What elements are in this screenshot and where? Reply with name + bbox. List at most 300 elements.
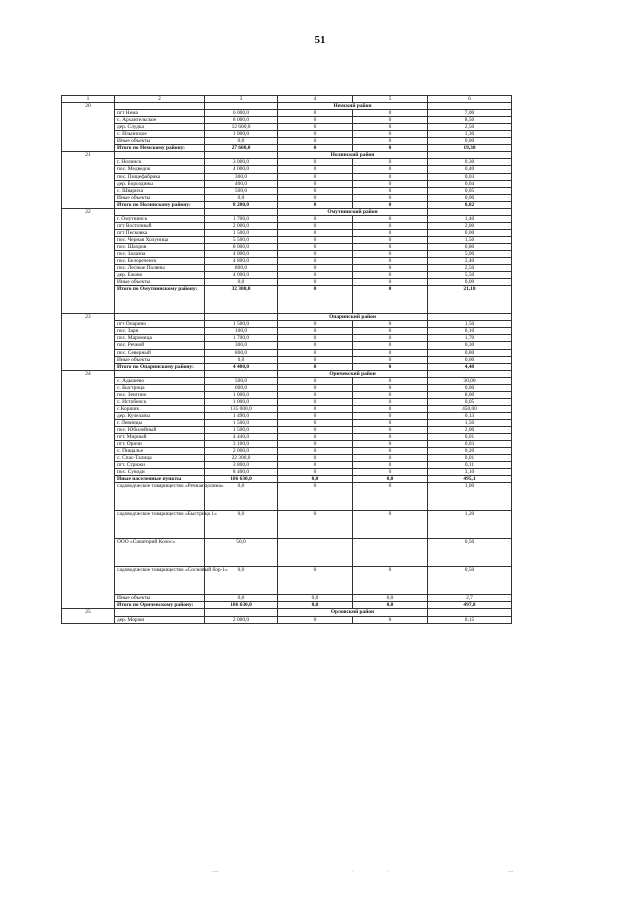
column-header: 2 (115, 96, 205, 103)
empty-cell (205, 370, 278, 377)
value-col3: 2 000,0 (205, 222, 278, 229)
table-row (62, 321, 512, 328)
value-col6: 0,03 (428, 441, 512, 448)
value-col5: 0 (353, 159, 428, 166)
value-col4: 0 (278, 258, 353, 265)
value-col4: 0 (278, 131, 353, 138)
value-col5: 0 (353, 166, 428, 173)
value-col6: 1,00 (428, 483, 512, 511)
value-col3: 4 440,0 (205, 434, 278, 441)
value-col5: 0 (353, 243, 428, 250)
settlement-name: Итого по Нолинскому району: (115, 201, 205, 208)
settlement-name: пос. Речной (115, 342, 205, 349)
value-col6: 0,00 (428, 279, 512, 286)
value-col3: 135 000,0 (205, 405, 278, 412)
value-col4: 0 (278, 145, 353, 152)
value-col3: 300,0 (205, 342, 278, 349)
value-col6: 0,10 (428, 328, 512, 335)
settlement-name: с. Шварихa (115, 187, 205, 194)
value-col6: 0,01 (428, 434, 512, 441)
table-row (62, 384, 512, 391)
value-col6: 0,15 (428, 616, 512, 623)
value-col3: 4 000,0 (205, 166, 278, 173)
value-col5: 0 (353, 251, 428, 258)
empty-cell (205, 314, 278, 321)
value-col3: 8 000,0 (205, 243, 278, 250)
value-col4: 0 (278, 251, 353, 258)
data-table (61, 95, 512, 624)
value-col3: 1 000,0 (205, 131, 278, 138)
value-col6: 2,50 (428, 124, 512, 131)
table-row (62, 110, 512, 117)
value-col6: 0,01 (428, 455, 512, 462)
settlement-name: пос. Заря (115, 328, 205, 335)
settlement-name: с.Коршик (115, 405, 205, 412)
table-row (62, 279, 512, 286)
value-col5: 0 (353, 258, 428, 265)
value-col6: 0,50 (428, 567, 512, 595)
empty-cell (115, 609, 205, 616)
value-col5: 0 (353, 434, 428, 441)
value-col3: 0,0 (205, 567, 278, 595)
settlement-name: с. Ильинское (115, 131, 205, 138)
value-col5: 0 (353, 412, 428, 419)
value-col5: 0 (353, 236, 428, 243)
value-col3: 27 600,0 (205, 145, 278, 152)
value-col3: 1 000,0 (205, 391, 278, 398)
settlement-name: г. Нолинск (115, 159, 205, 166)
table-row (62, 194, 512, 201)
value-col5: 0 (353, 201, 428, 208)
value-col5: 0 (353, 616, 428, 623)
value-col5: 0 (353, 131, 428, 138)
value-col6: 0,00 (428, 384, 512, 391)
value-col3: 12 600,0 (205, 124, 278, 131)
value-col4: 0 (278, 279, 353, 286)
section-number: 22 (62, 208, 115, 314)
table-row (62, 272, 512, 279)
value-col5: 0 (353, 335, 428, 342)
value-col6: 1,40 (428, 215, 512, 222)
value-col3: 8 400,0 (205, 469, 278, 476)
table-row (62, 187, 512, 194)
value-col3: 4 400,0 (205, 363, 278, 370)
total-row (62, 286, 512, 314)
value-col3: 50,0 (205, 539, 278, 567)
value-col6: 0,05 (428, 187, 512, 194)
total-row (62, 201, 512, 208)
total-row (62, 145, 512, 152)
value-col4: 0,0 (278, 476, 353, 483)
district-header-row (62, 103, 512, 110)
value-col3: 8 000,0 (205, 117, 278, 124)
value-col5: 0 (353, 567, 428, 595)
value-col5: 0 (353, 469, 428, 476)
empty-cell (428, 103, 512, 110)
value-col3: 1 500,0 (205, 321, 278, 328)
table-row (62, 215, 512, 222)
value-col4: 0 (278, 117, 353, 124)
table-row (62, 222, 512, 229)
settlement-name: садоводческое товарищество «Быстрица 1» (115, 511, 205, 539)
value-col5: 0 (353, 391, 428, 398)
table-row (62, 229, 512, 236)
value-col3: 4 800,0 (205, 258, 278, 265)
table-row (62, 138, 512, 145)
column-header: 1 (62, 96, 115, 103)
value-col5: 0 (353, 377, 428, 384)
value-col6: 0,40 (428, 166, 512, 173)
value-col5: 0 (353, 405, 428, 412)
value-col5: 0 (353, 349, 428, 356)
table-row (62, 434, 512, 441)
settlement-name: Иные объекты (115, 138, 205, 145)
value-col4: 0 (278, 441, 353, 448)
table-row (62, 243, 512, 250)
settlement-name: дер. Ежово (115, 272, 205, 279)
settlement-name: пгт Восточный (115, 222, 205, 229)
empty-cell (115, 103, 205, 110)
section-number: 23 (62, 314, 115, 370)
district-header-row (62, 152, 512, 159)
value-col3: 1 500,0 (205, 419, 278, 426)
footer-marks (0, 870, 640, 884)
table-row (62, 412, 512, 419)
value-col4: 0 (278, 363, 353, 370)
value-col5: 0 (353, 356, 428, 363)
value-col5: 0 (353, 222, 428, 229)
settlement-name: с. Адышево (115, 377, 205, 384)
value-col6: 0,03 (428, 173, 512, 180)
value-col6: 1,70 (428, 335, 512, 342)
column-header: 4 (278, 96, 353, 103)
table-row (62, 483, 512, 511)
value-col4: 0 (278, 377, 353, 384)
value-col6: 1,50 (428, 321, 512, 328)
value-col6: 2,00 (428, 222, 512, 229)
settlement-name: дер. Кучелапы (115, 412, 205, 419)
value-col4: 0 (278, 434, 353, 441)
table-row (62, 180, 512, 187)
table-row (62, 539, 512, 567)
value-col4: 0 (278, 419, 353, 426)
value-col6: 2,00 (428, 427, 512, 434)
value-col4: 0 (278, 405, 353, 412)
table-row (62, 567, 512, 595)
value-col4: 0 (278, 342, 353, 349)
value-col3: 186 630,0 (205, 476, 278, 483)
value-col3: 8 200,0 (205, 201, 278, 208)
settlement-name: пос. Черная Холуница (115, 236, 205, 243)
value-col5: 0 (353, 187, 428, 194)
value-col6: 1,30 (428, 131, 512, 138)
table-row (62, 335, 512, 342)
table-row (62, 448, 512, 455)
settlement-name: пос. Залазна (115, 251, 205, 258)
value-col4: 0 (278, 483, 353, 511)
value-col4: 0 (278, 335, 353, 342)
value-col4: 0 (278, 173, 353, 180)
empty-cell (428, 152, 512, 159)
value-col6: 2,7 (428, 595, 512, 602)
table-row (62, 441, 512, 448)
value-col5: 0 (353, 448, 428, 455)
table-row (62, 511, 512, 539)
value-col6: 0,05 (428, 398, 512, 405)
table-row (62, 427, 512, 434)
settlement-name: садоводческое товарищество «Сосновый бор-1» (115, 567, 205, 595)
value-col3: 800,0 (205, 349, 278, 356)
value-col4: 0 (278, 356, 353, 363)
value-col4 (278, 539, 353, 567)
empty-cell (115, 208, 205, 215)
value-col5: 0 (353, 462, 428, 469)
column-header: 3 (205, 96, 278, 103)
value-col4: 0 (278, 286, 353, 314)
value-col4: 0,0 (278, 595, 353, 602)
settlement-name: ООО «Санаторий Колос» (115, 539, 205, 567)
value-col5: 0 (353, 321, 428, 328)
value-col6: 0,04 (428, 180, 512, 187)
value-col5: 0 (353, 272, 428, 279)
value-col5: 0 (353, 455, 428, 462)
value-col4: 0 (278, 194, 353, 201)
value-col3: 0,0 (205, 138, 278, 145)
value-col3: 400,0 (205, 180, 278, 187)
value-col3: 100,0 (205, 328, 278, 335)
value-col3: 0,0 (205, 279, 278, 286)
value-col5: 0 (353, 279, 428, 286)
value-col3: 1 500,0 (205, 229, 278, 236)
table-row (62, 328, 512, 335)
settlement-name: дер. Моржи (115, 616, 205, 623)
settlement-name: Иные объекты (115, 595, 205, 602)
table-row (62, 159, 512, 166)
table-row (62, 349, 512, 356)
empty-cell (205, 152, 278, 159)
section-number: 24 (62, 370, 115, 609)
value-col5: 0 (353, 180, 428, 187)
table-row (62, 616, 512, 623)
value-col4: 0 (278, 384, 353, 391)
settlement-name: пгт. Мирный (115, 434, 205, 441)
value-col3: 0,0 (205, 595, 278, 602)
section-number: 25 (62, 609, 115, 623)
value-col5: 0 (353, 342, 428, 349)
value-col4: 0 (278, 166, 353, 173)
table-row (62, 265, 512, 272)
value-col5: 0 (353, 427, 428, 434)
settlement-name: с. Истобенск (115, 398, 205, 405)
value-col5 (353, 539, 428, 567)
value-col5: 0 (353, 363, 428, 370)
empty-cell (428, 370, 512, 377)
district-title: Омутнинский район (278, 208, 428, 215)
value-col6: 5,50 (428, 272, 512, 279)
scan-mark: · (352, 870, 354, 875)
scan-mark: · (388, 870, 390, 875)
value-col3: 500,0 (205, 187, 278, 194)
scan-mark: -·- (508, 870, 513, 875)
district-header-row (62, 609, 512, 616)
value-col3: 22 300,0 (205, 455, 278, 462)
district-title: Немский район (278, 103, 428, 110)
value-col4: 0 (278, 321, 353, 328)
table-row (62, 455, 512, 462)
empty-cell (205, 103, 278, 110)
settlement-name: пос. Суводи (115, 469, 205, 476)
value-col6: 0,80 (428, 243, 512, 250)
value-col6: 0,30 (428, 159, 512, 166)
empty-cell (115, 314, 205, 321)
table-row (62, 469, 512, 476)
section-number: 20 (62, 103, 115, 152)
value-col3: 1 700,0 (205, 215, 278, 222)
value-col3: 500,0 (205, 377, 278, 384)
column-header: 6 (428, 96, 512, 103)
empty-cell (115, 370, 205, 377)
value-col4: 0 (278, 391, 353, 398)
value-col5: 0 (353, 215, 428, 222)
table-row (62, 342, 512, 349)
value-col6: 0,20 (428, 448, 512, 455)
settlement-name: пос. Белореченск (115, 258, 205, 265)
value-col5: 0 (353, 328, 428, 335)
value-col4: 0 (278, 265, 353, 272)
table-row (62, 377, 512, 384)
settlement-name: Итого по Немскому району: (115, 145, 205, 152)
value-col6: 8,00 (428, 391, 512, 398)
value-col4: 0 (278, 215, 353, 222)
table-row (62, 398, 512, 405)
value-col6: 497,8 (428, 602, 512, 609)
table-row (62, 462, 512, 469)
value-col3: 5 500,0 (205, 236, 278, 243)
value-col3: 3 100,0 (205, 441, 278, 448)
page-number: 51 (314, 34, 326, 46)
value-col6: 0,30 (428, 342, 512, 349)
value-col6: 19,30 (428, 145, 512, 152)
value-col3: 600,0 (205, 384, 278, 391)
table-row (62, 236, 512, 243)
settlement-name: Итого по Оричевскому району: (115, 602, 205, 609)
table-row (62, 251, 512, 258)
value-col3: 4 000,0 (205, 251, 278, 258)
value-col6: 0,00 (428, 356, 512, 363)
settlement-name: Итого по Опаринскому району: (115, 363, 205, 370)
value-col6: 0,80 (428, 349, 512, 356)
empty-cell (205, 609, 278, 616)
value-col6: 0,00 (428, 229, 512, 236)
value-col3: 1 500,0 (205, 427, 278, 434)
value-col5: 0 (353, 194, 428, 201)
settlement-name: пос. Шахров (115, 243, 205, 250)
value-col4: 0 (278, 448, 353, 455)
empty-cell (205, 208, 278, 215)
value-col3: 0,0 (205, 483, 278, 511)
value-col5: 0,0 (353, 595, 428, 602)
value-col6: 5,00 (428, 251, 512, 258)
settlement-name: пос. Маромица (115, 335, 205, 342)
value-col6: 0,00 (428, 138, 512, 145)
settlement-name: г. Омутнинск (115, 215, 205, 222)
value-col5: 0 (353, 173, 428, 180)
table-row (62, 166, 512, 173)
value-col4: 0 (278, 328, 353, 335)
value-col4: 0 (278, 462, 353, 469)
value-col6: 3,10 (428, 469, 512, 476)
value-col5: 0 (353, 265, 428, 272)
value-col5: 0 (353, 441, 428, 448)
value-col4: 0 (278, 398, 353, 405)
district-header-row (62, 208, 512, 215)
value-col5: 0 (353, 124, 428, 131)
value-col5: 0 (353, 483, 428, 511)
value-col4: 0 (278, 272, 353, 279)
value-col4: 0 (278, 616, 353, 623)
settlement-name: пос. Медведок (115, 166, 205, 173)
value-col3: 1 700,0 (205, 335, 278, 342)
value-col6: 495,1 (428, 476, 512, 483)
value-col3: 800,0 (205, 265, 278, 272)
value-col4: 0 (278, 511, 353, 539)
value-col5: 0 (353, 145, 428, 152)
value-col6: 30,00 (428, 377, 512, 384)
value-col4: 0 (278, 201, 353, 208)
value-col3: 3 800,0 (205, 462, 278, 469)
value-col6: 0,50 (428, 539, 512, 567)
settlement-name: садоводческое товарищество «Речная долина» (115, 483, 205, 511)
value-col4: 0 (278, 187, 353, 194)
value-col6: 1,50 (428, 236, 512, 243)
table-row (62, 595, 512, 602)
value-col4: 0 (278, 243, 353, 250)
district-title: Орловский район (278, 609, 428, 616)
district-title: Оричевский район (278, 370, 428, 377)
settlement-name: пгт Опарино (115, 321, 205, 328)
value-col6: 1,20 (428, 511, 512, 539)
value-col4: 0 (278, 236, 353, 243)
table-row (62, 117, 512, 124)
settlement-name: пос. Лесные Поляны (115, 265, 205, 272)
column-header-row (62, 96, 512, 103)
value-col3: 2 000,0 (205, 448, 278, 455)
settlement-name: Иные объекты (115, 279, 205, 286)
district-title: Опаринский район (278, 314, 428, 321)
value-col3: 4 000,0 (205, 272, 278, 279)
settlement-name: дер. Бороздины (115, 180, 205, 187)
value-col3: 32 300,0 (205, 286, 278, 314)
settlement-name: пос. Северный (115, 349, 205, 356)
value-col5: 0 (353, 511, 428, 539)
value-col4: 0 (278, 159, 353, 166)
table-row (62, 405, 512, 412)
value-col3: 0,0 (205, 356, 278, 363)
value-col4: 0 (278, 222, 353, 229)
table-row (62, 391, 512, 398)
settlement-name: с. Пищалье (115, 448, 205, 455)
total-row (62, 476, 512, 483)
value-col6: 0,11 (428, 462, 512, 469)
settlement-name: Иные объекты (115, 356, 205, 363)
empty-cell (428, 314, 512, 321)
table-row (62, 356, 512, 363)
value-col4: 0 (278, 567, 353, 595)
district-header-row (62, 370, 512, 377)
value-col4: 0 (278, 412, 353, 419)
value-col5: 0 (353, 286, 428, 314)
value-col5: 0 (353, 398, 428, 405)
